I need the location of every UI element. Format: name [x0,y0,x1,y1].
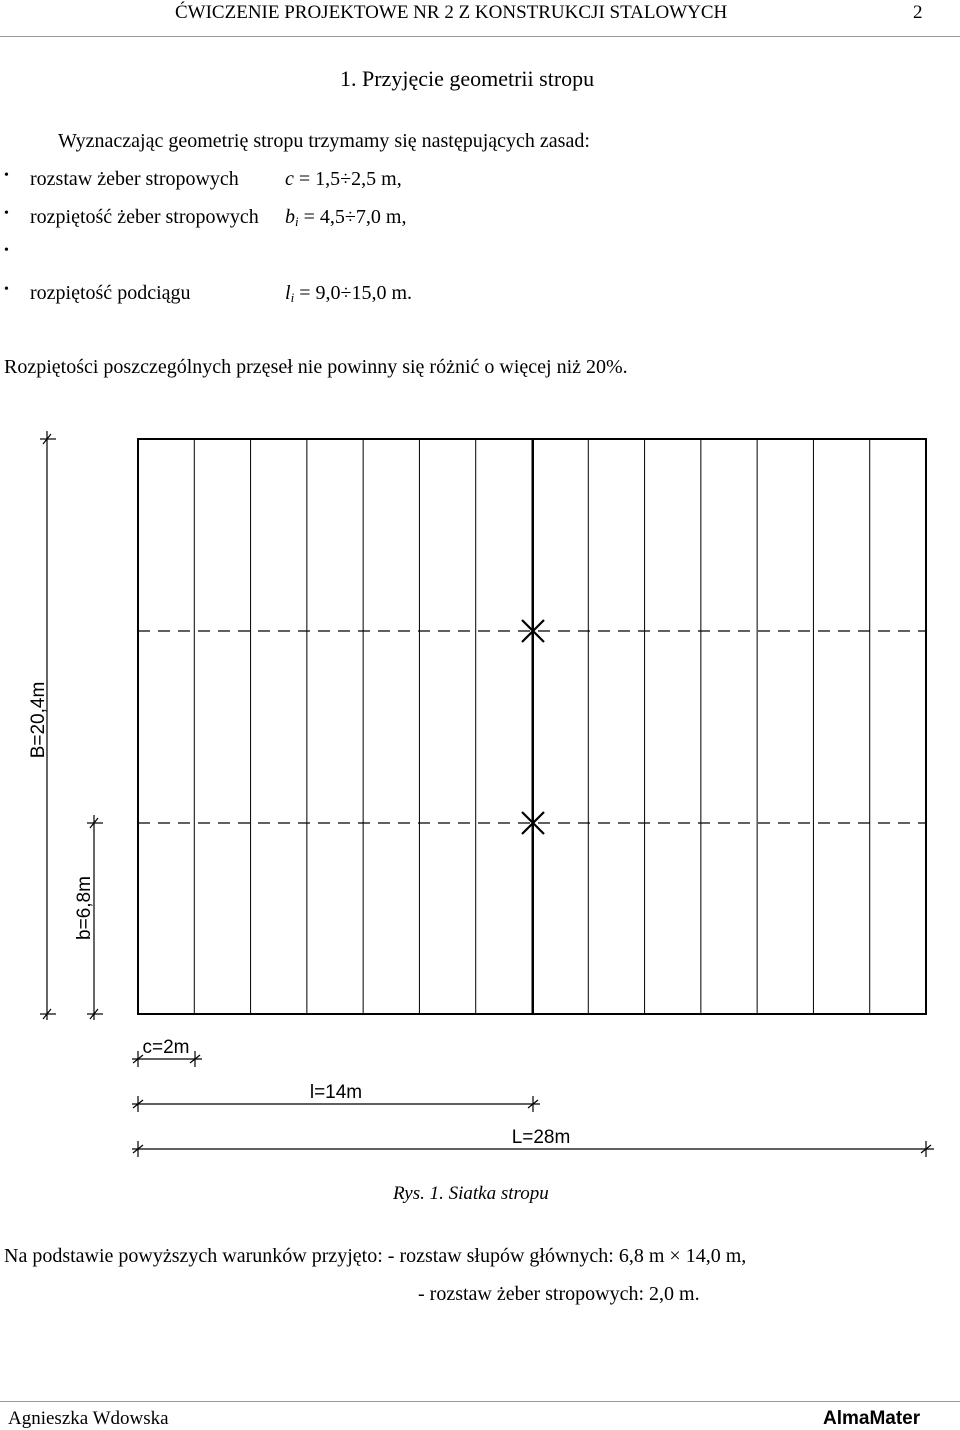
bullet-value: $b_i = 4,5\div 7,0$ m, [285,206,407,229]
conclusion-line-1: Na podstawie powyższych warunków przyjęto: - rozstaw słupów głównych: 6,8 m × 14,0 m, [4,1245,747,1267]
bullet-dot: • [4,168,9,183]
page-number: 2 [913,2,923,23]
section-heading: 1. Przyjęcie geometrii stropu [340,66,595,91]
footer-author: Agnieszka Wdowska [8,1408,169,1429]
bullet-value: c = 1,5÷2,5 m, [285,168,402,190]
bullet-label: rozstaw żeber stropowych [30,168,239,190]
dimension-L-label: L=28m [511,1127,571,1148]
running-header-title: ĆWICZENIE PROJEKTOWE NR 2 Z KONSTRUKCJI STALOWYCH [175,2,728,23]
footer-rule [0,1401,960,1402]
bullet-dot: • [4,243,9,258]
conclusion-line-2: - rozstaw żeber stropowych: 2,0 m. [418,1283,700,1305]
paragraph-text: Rozpiętości poszczególnych przęseł nie powinny się różnić o więcej niż 20%. [4,356,628,378]
bullet-dot: • [4,206,9,221]
dimension-l-label: l=14m [309,1082,363,1103]
dimension-c-label: c=2m [142,1037,190,1058]
dimension-B-label: B=20,4m [28,681,49,759]
bullet-value: $l_i = 9,0\div 15,0$ m. [285,282,412,305]
bullet-label: rozpiętość żeber stropowych [30,206,259,228]
figure-caption: Rys. 1. Siatka stropu [393,1183,549,1204]
bullet-dot: • [4,282,9,297]
grid-group [138,439,926,1014]
footer-brand: AlmaMater [823,1408,921,1429]
dimension-b-label: b=6,8m [74,876,95,940]
bullet-label: rozpiętość podciągu [30,282,191,304]
intro-text: Wyznaczając geometrię stropu trzymamy się następujących zasad: [58,130,590,152]
